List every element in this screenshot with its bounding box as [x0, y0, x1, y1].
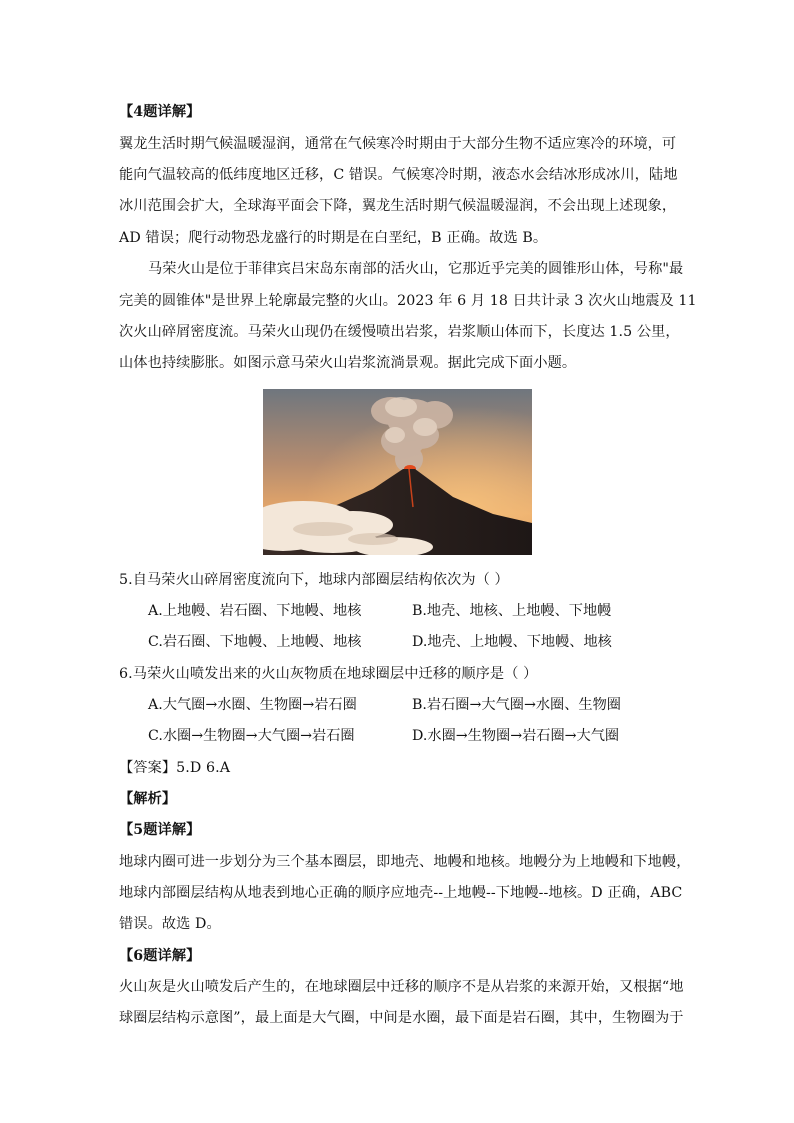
- q6-option-b[interactable]: B.岩石圈→大气圈→水圈、生物圈: [412, 697, 621, 713]
- q5-detail-line-3: 错误。故选 D。: [119, 916, 221, 932]
- q6-detail-header: 【6题详解】: [119, 948, 201, 964]
- q5-detail-header: 【5题详解】: [119, 822, 201, 838]
- q4-line-3: 冰川范围会扩大，全球海平面会下降，翼龙生活时期气候温暖湿润，不会出现上述现象，: [119, 198, 677, 214]
- intro-line-3: 次火山碎屑密度流。马荣火山现仍在缓慢喷出岩浆，岩浆顺山体而下，长度达 1.5 公里，: [119, 324, 680, 340]
- analysis-header: 【解析】: [119, 791, 177, 807]
- q4-header: 【4题详解】: [119, 104, 201, 120]
- q5-option-d[interactable]: D.地壳、上地幔、下地幔、地核: [412, 634, 612, 650]
- q6-detail-line-1: 火山灰是火山喷发后产生的，在地球圈层中迁移的顺序不是从岩浆的来源开始，又根据“地: [119, 979, 684, 995]
- q5-detail-line-2: 地球内部圈层结构从地表到地心正确的顺序应地壳--上地幔--下地幔--地核。D 正确，ABC: [119, 885, 683, 901]
- q4-line-2: 能向气温较高的低纬度地区迁移，C 错误。气候寒冷时期，液态水会结冰形成冰川，陆地: [119, 167, 678, 183]
- intro-line-1: 马荣火山是位于菲律宾吕宋岛东南部的活火山，它那近乎完美的圆锥形山体，号称"最: [148, 261, 684, 277]
- q6-option-d[interactable]: D.水圈→生物圈→岩石圈→大气圈: [412, 728, 620, 744]
- q6-detail-line-2: 球圈层结构示意图”，最上面是大气圈，中间是水圈，最下面是岩石圈，其中，生物圈为于: [119, 1010, 684, 1026]
- q6-option-a[interactable]: A.大气圈→水圈、生物圈→岩石圈: [148, 697, 357, 713]
- volcano-photo: [263, 389, 532, 555]
- intro-line-4: 山体也持续膨胀。如图示意马荣火山岩浆流淌景观。据此完成下面小题。: [119, 355, 577, 371]
- q5-option-c[interactable]: C.岩石圈、下地幔、上地幔、地核: [148, 634, 362, 650]
- q5-detail-line-1: 地球内圈可进一步划分为三个基本圈层，即地壳、地幔和地核。地幔分为上地幔和下地幔，: [119, 854, 691, 870]
- q5-option-b[interactable]: B.地壳、地核、上地幔、下地幔: [412, 603, 612, 619]
- q4-line-4: AD 错误；爬行动物恐龙盛行的时期是在白垩纪，B 正确。故选 B。: [119, 230, 548, 246]
- q5-stem: 5.自马荣火山碎屑密度流向下，地球内部圈层结构依次为（ ）: [119, 572, 509, 588]
- q6-stem: 6.马荣火山喷发出来的火山灰物质在地球圈层中迁移的顺序是（ ）: [119, 666, 538, 682]
- q5-option-a[interactable]: A.上地幔、岩石圈、下地幔、地核: [148, 603, 362, 619]
- q4-line-1: 翼龙生活时期气候温暖湿润，通常在气候寒冷时期由于大部分生物不适应寒冷的环境，可: [119, 136, 677, 152]
- intro-line-2: 完美的圆锥体"是世界上轮廓最完整的火山。2023 年 6 月 18 日共计录 3 次火山地震及 11: [119, 293, 697, 309]
- answer-line: 【答案】5.D 6.A: [119, 760, 231, 776]
- q6-option-c[interactable]: C.水圈→生物圈→大气圈→岩石圈: [148, 728, 355, 744]
